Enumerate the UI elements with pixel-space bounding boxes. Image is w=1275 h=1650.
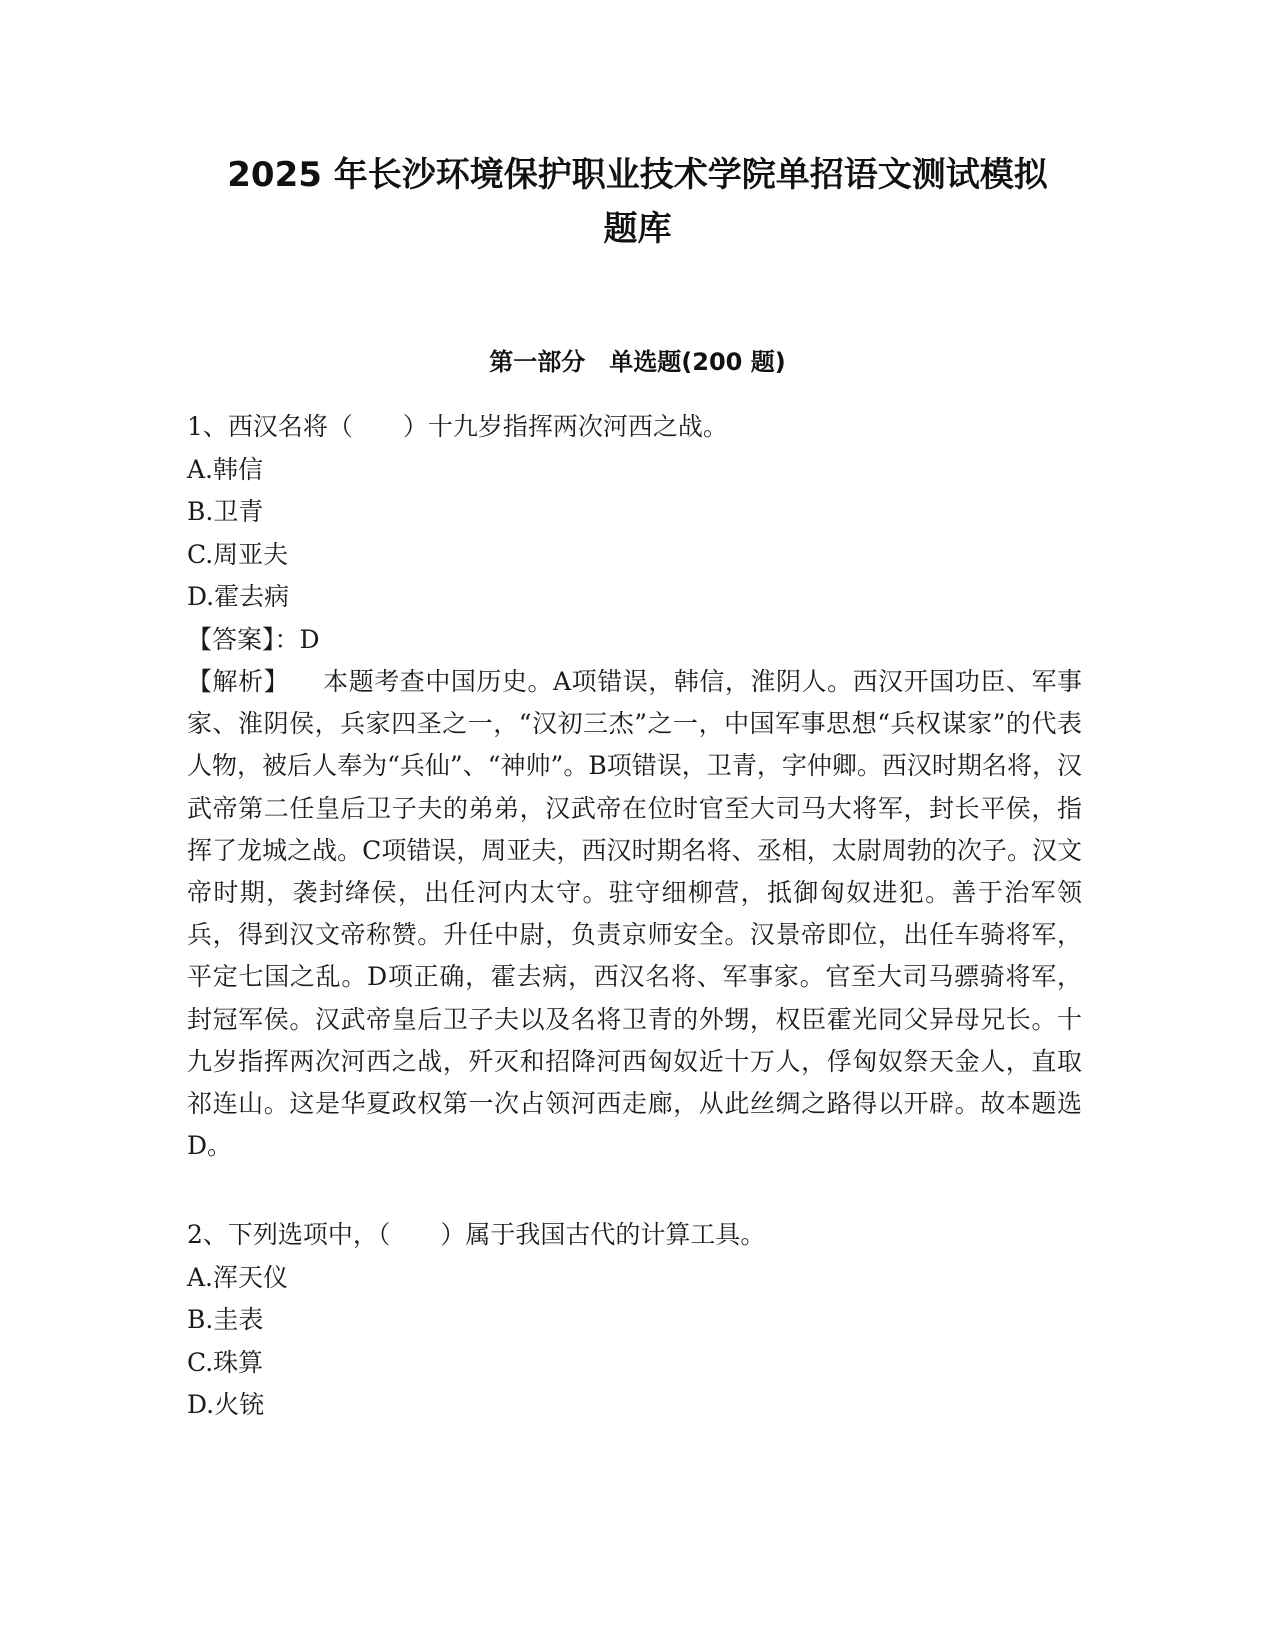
option-a: A.浑天仪: [187, 1262, 289, 1292]
question-stem: 2、下列选项中，（ ）属于我国古代的计算工具。: [187, 1220, 766, 1249]
question-1: [187, 406, 1087, 1167]
document-title-line-1: 2025 年长沙环境保护职业技术学院单招语文测试模拟: [227, 155, 1048, 195]
option-c: C.周亚夫: [187, 539, 289, 569]
answer-line: [187, 619, 1087, 662]
option-a: A.韩信: [187, 454, 264, 484]
analysis-text: 本题考查中国历史。A项错误，韩信，淮阴人。西汉开国功臣、军事家、淮阴侯，兵家四圣之一，“汉初三杰”之一，中国军事思想“兵权谋家”的代表人物，被后人奉为“兵仙”、“神帅”。B项错误，卫青，字仲卿。西汉时期名将，汉武帝第二任皇后卫子夫的弟弟，汉武帝在位时官至大司马大将军，封长平侯，指挥了龙城之战。C项错误，周亚夫，西汉时期名将、丞相，太尉周勃的次子。汉文帝时期，袭封绛侯，出任河内太守。驻守细柳营，抵御匈奴进犯。善于治军领兵，得到汉文帝称赞。升任中尉，负责京师安全。汉景帝即位，出任车骑将军，平定七国之乱。D项正确，霍去病，西汉名将、军事家。官至大司马骠骑将军，封冠军侯。汉武帝皇后卫子夫以及名将卫青的外甥，权臣霍光同父异母兄长。十九岁指挥两次河西之战，歼灭和招降河西匈奴近十万人，俘匈奴祭天金人，直取祁连山。这是华夏政权第一次占领河西走廊，从此丝绸之路得以开辟。故本题选D。: [187, 667, 1082, 1161]
option-b: B.卫青: [187, 497, 264, 526]
option-b: B.圭表: [187, 1305, 264, 1334]
answer-label: 【答案】：: [187, 624, 300, 654]
analysis-block: [187, 661, 1082, 1167]
section-heading: 第一部分 单选题(200 题): [489, 348, 786, 376]
question-2: [187, 1214, 1087, 1427]
option-d: D.火铳: [187, 1390, 265, 1419]
answer-value: D: [299, 624, 320, 654]
option-d: D.霍去病: [187, 582, 290, 611]
document-title-line-2: 题库: [603, 209, 672, 249]
option-c: C.珠算: [187, 1347, 264, 1377]
analysis-label: 【解析】: [187, 667, 290, 696]
question-stem: 1、西汉名将（ ）十九岁指挥两次河西之战。: [187, 412, 728, 441]
document-title: [120, 148, 1155, 256]
